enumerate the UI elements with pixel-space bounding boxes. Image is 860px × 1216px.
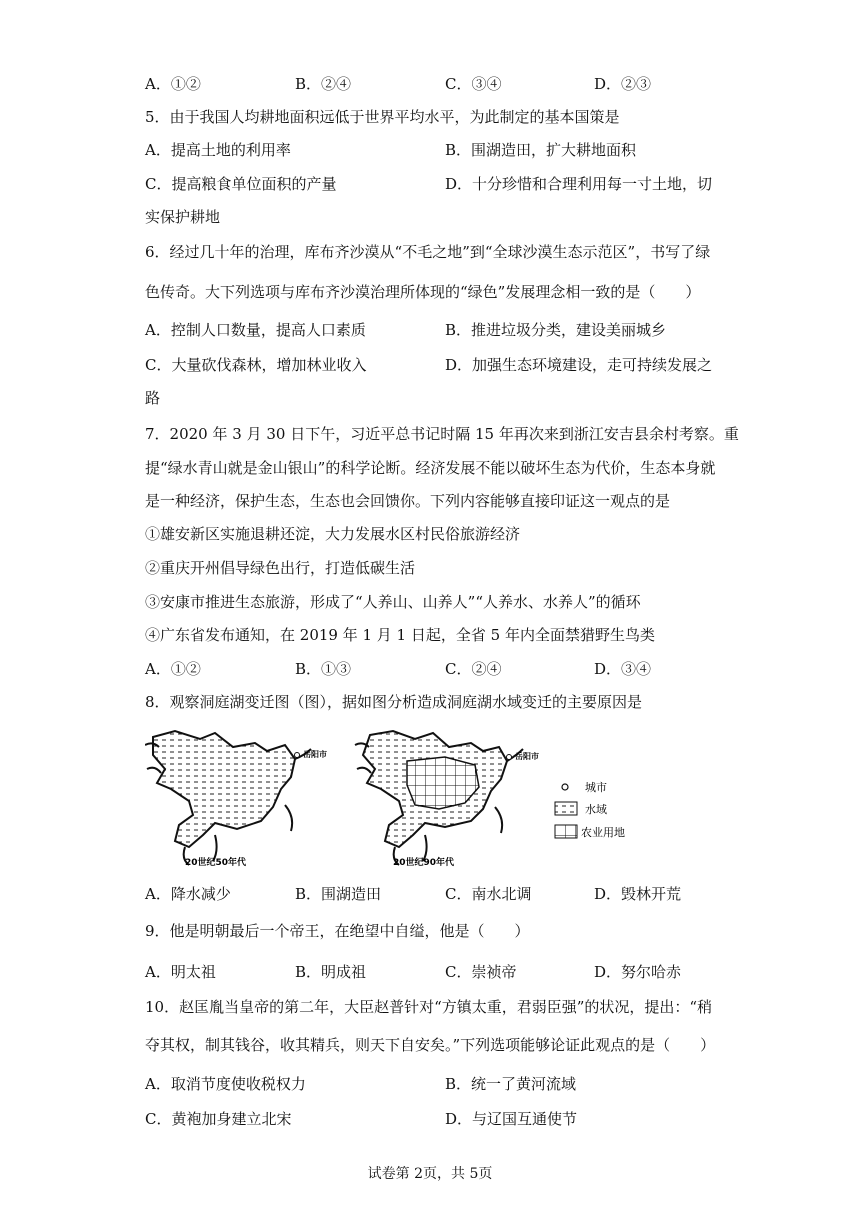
city-marker-icon <box>507 755 512 760</box>
legend-water-swatch <box>555 802 577 815</box>
q9-stem: 9．他是明朝最后一个帝王，在绝望中自缢，他是（ ） <box>145 922 530 940</box>
q8-option-c: C．南水北调 <box>445 885 532 903</box>
q8-stem: 8．观察洞庭湖变迁图（图），据如图分析造成洞庭湖水域变迁的主要原因是 <box>145 693 643 711</box>
q6-stem-1: 6．经过几十年的治理，库布齐沙漠从“不毛之地”到“全球沙漠生态示范区”，书写了绿 <box>145 243 711 261</box>
q4-option-d: D．②③ <box>594 75 652 93</box>
q10-stem-2: 夺其权，制其钱谷，收其精兵，则天下自安矣。”下列选项能够论证此观点的是（ ） <box>145 1036 716 1054</box>
q5-option-d-cont: 实保护耕地 <box>145 208 221 226</box>
q7-option-a: A．①② <box>145 660 201 678</box>
q10-stem-1: 10．赵匡胤当皇帝的第二年，大臣赵普针对“方镇太重，君弱臣强”的状况，提出：“稍 <box>145 998 713 1016</box>
legend-city-label: 城市 <box>585 781 607 794</box>
map-right-city-label: 岳阳市 <box>515 752 539 761</box>
map-right-caption: 20世纪90年代 <box>393 858 455 868</box>
q9-option-b: B．明成祖 <box>295 963 367 981</box>
q7-option-d: D．③④ <box>594 660 652 678</box>
q8-option-b: B．围湖造田 <box>295 885 382 903</box>
q4-option-b: B．②④ <box>295 75 352 93</box>
q5-option-b: B．围湖造田，扩大耕地面积 <box>445 141 637 159</box>
map-legend <box>555 781 625 839</box>
q6-option-c: C．大量砍伐森林，增加林业收入 <box>145 356 367 374</box>
legend-farmland-label: 农业用地 <box>581 826 625 839</box>
q5-option-c: C．提高粮食单位面积的产量 <box>145 175 337 193</box>
q6-option-b: B．推进垃圾分类，建设美丽城乡 <box>445 321 667 339</box>
q8-option-d: D．毁林开荒 <box>594 885 682 903</box>
dongting-lake-map-figure <box>145 725 645 875</box>
q6-option-a: A．控制人口数量，提高人口素质 <box>145 321 366 339</box>
map-1950s <box>145 731 327 868</box>
q10-option-b: B．统一了黄河流域 <box>445 1075 577 1093</box>
q7-stem-1: 7．2020 年 3 月 30 日下午，习近平总书记时隔 15 年再次来到浙江安吉县余村考察。重 <box>145 425 739 443</box>
q4-option-a: A．①② <box>145 75 201 93</box>
q4-option-c: C．③④ <box>445 75 502 93</box>
q6-option-d: D．加强生态环境建设，走可持续发展之 <box>445 356 713 374</box>
q6-stem-2: 色传奇。大下列选项与库布齐沙漠治理所体现的“绿色”发展理念相一致的是（ ） <box>145 283 701 301</box>
q9-option-a: A．明太祖 <box>145 963 216 981</box>
q5-stem: 5．由于我国人均耕地面积远低于世界平均水平，为此制定的基本国策是 <box>145 108 620 126</box>
legend-farmland-swatch <box>555 825 577 838</box>
q7-option-b: B．①③ <box>295 660 352 678</box>
q7-item-4: ④广东省发布通知，在 2019 年 1 月 1 日起，全省 5 年内全面禁猎野生鸟类 <box>145 626 655 644</box>
q8-option-a: A．降水减少 <box>145 885 231 903</box>
page-footer: 试卷第 2页，共 5页 <box>367 1166 493 1182</box>
q10-option-d: D．与辽国互通使节 <box>445 1110 578 1128</box>
legend-city-icon <box>562 784 568 790</box>
q7-stem-3: 是一种经济，保护生态，生态也会回馈你。下列内容能够直接印证这一观点的是 <box>145 492 671 510</box>
map-left-caption: 20世纪50年代 <box>185 858 247 868</box>
q10-option-c: C．黄袍加身建立北宋 <box>145 1110 292 1128</box>
q7-stem-2: 提“绿水青山就是金山银山”的科学论断。经济发展不能以破坏生态为代价，生态本身就 <box>145 459 716 477</box>
q7-item-2: ②重庆开州倡导绿色出行，打造低碳生活 <box>145 559 416 577</box>
q9-option-c: C．崇祯帝 <box>445 963 517 981</box>
q5-option-d: D．十分珍惜和合理利用每一寸土地，切 <box>445 175 713 193</box>
q5-option-a: A．提高土地的利用率 <box>145 141 291 159</box>
legend-water-label: 水域 <box>585 803 607 816</box>
q10-option-a: A．取消节度使收税权力 <box>145 1075 306 1093</box>
map-left-city-label: 岳阳市 <box>303 750 327 759</box>
q7-item-1: ①雄安新区实施退耕还淀，大力发展水区村民俗旅游经济 <box>145 525 521 543</box>
q7-item-3: ③安康市推进生态旅游，形成了“人养山、山养人”“人养水、水养人”的循环 <box>145 593 641 611</box>
map-1990s <box>355 731 539 868</box>
city-marker-icon <box>295 753 300 758</box>
q6-option-d-cont: 路 <box>145 389 161 407</box>
q9-option-d: D．努尔哈赤 <box>594 963 682 981</box>
q7-option-c: C．②④ <box>445 660 502 678</box>
